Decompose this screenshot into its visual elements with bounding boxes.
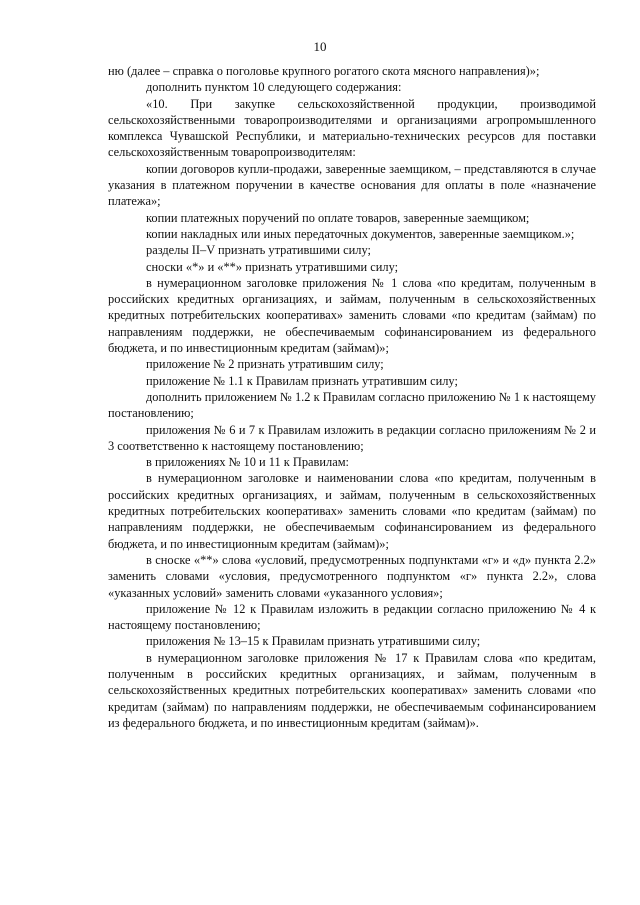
paragraph-11: приложение № 1.1 к Правилам признать утратившим силу;	[146, 373, 458, 388]
paragraph-16: в сноске «**» слова «условий, предусмотренных подпунктами «г» и «д» пункта 2.2» заменить словами «условия, предусмотренного подпунктом «г» пункта 2.2», слова «указанных условий» заменить словами «указанного условия»;	[108, 552, 596, 600]
paragraph-7: разделы II–V признать утратившими силу;	[146, 243, 371, 258]
paragraph-13: приложения № 6 и 7 к Правилам изложить в редакции согласно приложениям № 2 и 3 соответственно к настоящему постановлению;	[108, 422, 596, 453]
paragraph-8: сноски «*» и «**» признать утратившими силу;	[146, 259, 399, 274]
paragraph-10: приложение № 2 признать утратившим силу;	[146, 357, 384, 372]
paragraph-12: дополнить приложением № 1.2 к Правилам согласно приложению № 1 к настоящему постановлению;	[108, 389, 596, 421]
paragraph-1: ню (далее – справка о поголовье крупного рогатого скота мясного направления)»;	[108, 64, 540, 78]
paragraph-17: приложение № 12 к Правилам изложить в редакции согласно приложению № 4 к настоящему постановлению;	[108, 601, 596, 633]
paragraph-9: в нумерационном заголовке приложения № 1 слова «по кредитам, полученным в российских кредитных организациях, и займам, полученным в сельскохозяйственных кредитных потребительских кооперативах» заменить словами «по кредитам (займам) по направлениям поддержки, не обеспечиваемым софинансированием из федерального бюджета, и по инвестиционным кредитам (займам)»;	[108, 275, 596, 356]
paragraph-3: «10. При закупке сельскохозяйственной продукции, производимой сельскохозяйственными товаропроизводителями и организациями агропромышленного комплекса Чувашской Республики, и материально-технических ресурсов для поставки сельскохозяйственным товаропроизводителям:	[108, 96, 596, 160]
paragraph-6: копии накладных или иных передаточных документов, заверенные заемщиком.»;	[146, 226, 575, 241]
paragraph-15: в нумерационном заголовке и наименовании слова «по кредитам, полученным в российских кредитных организациях, и займам, полученным в сельскохозяйственных кредитных потребительских кооперативах» заменить словами «по кредитам (займам) по направлениям поддержки, не обеспечиваемым софинансированием из федерального бюджета, и по инвестиционным кредитам (займам)»;	[108, 471, 596, 551]
paragraph-14: в приложениях № 10 и 11 к Правилам:	[146, 455, 349, 470]
paragraph-5: копии платежных поручений по оплате товаров, заверенные заемщиком;	[146, 210, 530, 225]
paragraph-18: приложения № 13–15 к Правилам признать утратившими силу;	[146, 634, 481, 649]
paragraph-4: копии договоров купли-продажи, заверенные заемщиком, – представляются в случае указания в платежном поручении в качестве основания для оплаты в поле «назначение платежа»;	[108, 161, 596, 209]
paragraph-2: дополнить пунктом 10 следующего содержания:	[146, 80, 402, 95]
page-number: 10	[313, 39, 327, 54]
document-body	[108, 63, 596, 731]
paragraph-19: в нумерационном заголовке приложения № 17 к Правилам слова «по кредитам, полученным в российских кредитных организациях, и займам, полученным в сельскохозяйственных кредитных потребительских кооперативах» заменить словами «по кредитам (займам) по направлениям поддержки, не обеспечиваемым софинансированием из федерального бюджета, и по инвестиционным кредитам (займам)».	[108, 650, 596, 730]
